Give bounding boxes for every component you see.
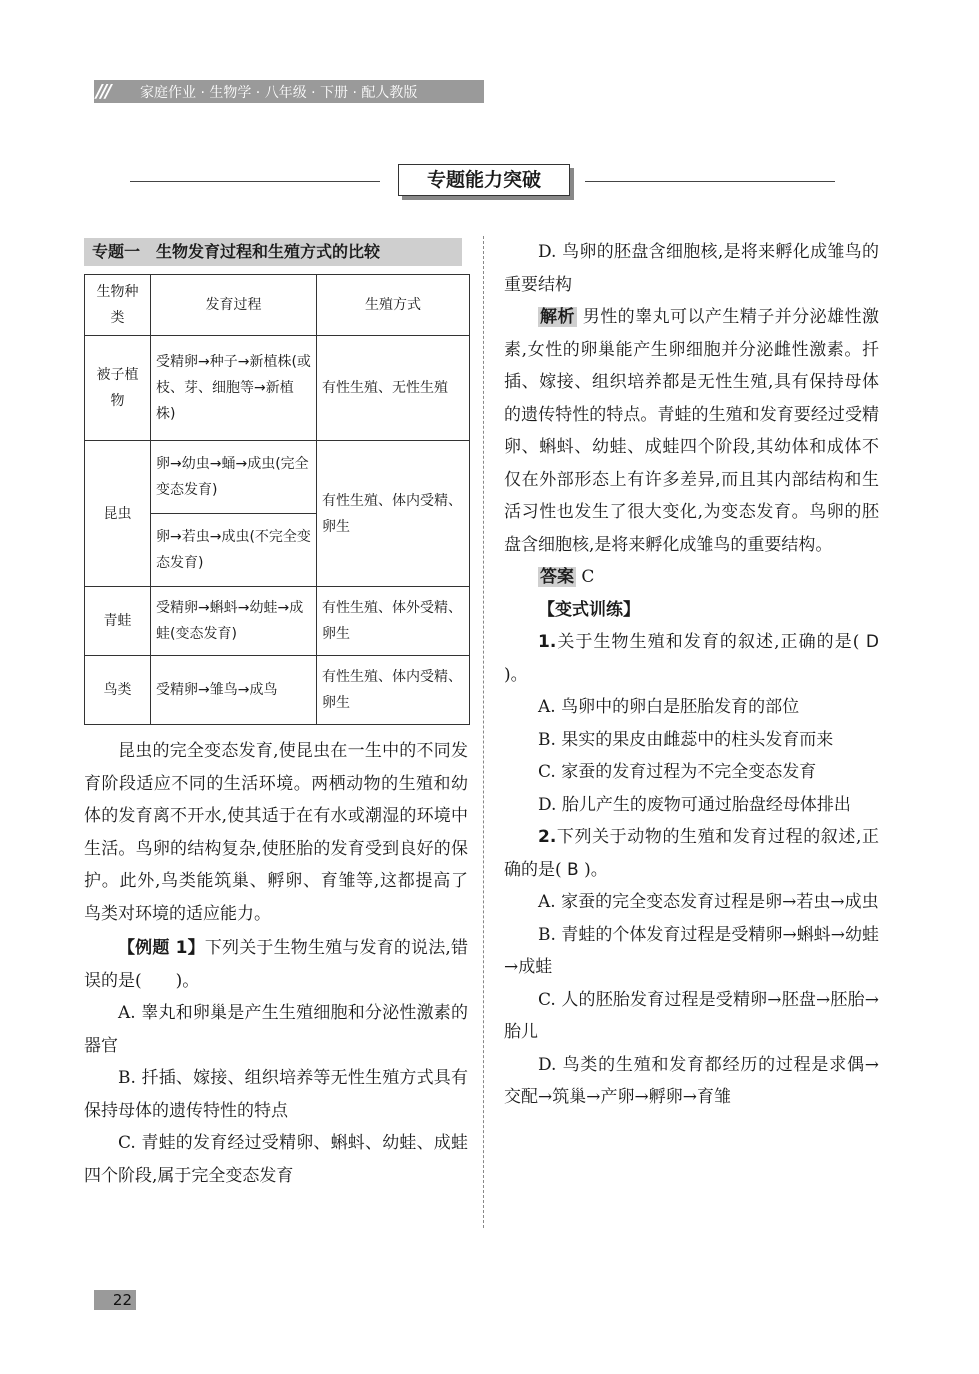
question-2-stem	[504, 821, 879, 886]
question-1-option-b: B. 果实的果皮由雌蕊中的柱头发育而来	[538, 729, 834, 750]
question-stem-post: )。	[584, 859, 608, 880]
question-2-option-d: D. 鸟类的生殖和发育都经历的过程是求偶→交配→筑巢→产卵→孵卵→育雏	[504, 1054, 879, 1107]
table-cell: 有性生殖、体外受精、卵生	[317, 587, 470, 656]
section-title-wrap	[130, 164, 835, 198]
table-cell: 青蛙	[85, 587, 151, 656]
topic-heading: 专题一 生物发育过程和生殖方式的比较	[84, 238, 462, 266]
table-row	[85, 587, 470, 656]
table-header-row	[85, 275, 470, 336]
question-1-option-d: D. 胎儿产生的废物可通过胎盘经母体排出	[538, 794, 851, 815]
summary-paragraph: 昆虫的完全变态发育,使昆虫在一生中的不同发育阶段适应不同的生活环境。两栖动物的生殖和幼体的发育离不开水,使其适于在有水或潮湿的环境中生活。鸟卵的结构复杂,使胚胎的发育受到良好的保护。此外,鸟类能筑巢、孵卵、育雏等,这都提高了鸟类对环境的适应能力。	[84, 741, 468, 924]
table-cell: 鸟类	[85, 656, 151, 725]
left-column	[84, 236, 468, 1192]
example-stem-text: 下列关于生物生殖与发育的说法,错误的是( )。	[84, 938, 469, 991]
answer-label: 答案	[540, 567, 574, 587]
question-2-option-a: A. 家蚕的完全变态发育过程是卵→若虫→成虫	[538, 892, 879, 912]
example-option-d: D. 鸟卵的胚盘含细胞核,是将来孵化成雏鸟的重要结构	[504, 242, 879, 295]
question-1-option-c: C. 家蚕的发育过程为不完全变态发育	[538, 762, 817, 782]
table-cell: 有性生殖、无性生殖	[317, 336, 470, 441]
header-series: 家庭作业 · 生物学 · 八年级 · 下册 · 配人教版	[140, 85, 418, 101]
table-cell: 昆虫	[85, 441, 151, 587]
slash-decoration-icon: ///	[96, 81, 110, 102]
example-option-c: C. 青蛙的发育经过受精卵、蝌蚪、幼蛙、成蛙四个阶段,属于完全变态发育	[84, 1133, 468, 1186]
example-option-a: A. 睾丸和卵巢是产生生殖细胞和分泌性激素的器官	[84, 1003, 468, 1056]
analysis-text: 男性的睾丸可以产生精子并分泌雄性激素,女性的卵巢能产生卵细胞并分泌雌性激素。扦插、嫁接、组织培养都是无性生殖,具有保持母体的遗传特性的特点。青蛙的生殖和发育要经过受精卵、蝌蚪、幼蛙、成蛙四个阶段,其幼体和成体不仅在外部形态上有许多差异,而且其内部结构和生活习性也发生了很大变化,为变态发育。鸟卵的胚盘含细胞核,是将来孵化成雏鸟的重要结构。	[504, 307, 880, 555]
example-stem	[84, 932, 468, 997]
example-label: 【例题 1】	[118, 938, 205, 958]
question-stem-post: )。	[504, 664, 528, 685]
table-cell: 被子植物	[85, 336, 151, 441]
table-cell: 卵→若虫→成虫(不完全变态发育)	[151, 514, 317, 587]
question-2-option-c: C. 人的胚胎发育过程是受精卵→胚盘→胚胎→胎儿	[504, 989, 879, 1042]
analysis-label: 解析	[540, 307, 575, 327]
table-cell: 卵→幼虫→蛹→成虫(完全变态发育)	[151, 441, 317, 514]
header-bar	[94, 80, 484, 103]
table-header-cell: 生殖方式	[317, 275, 470, 336]
table-cell: 受精卵→种子→新植株(或枝、芽、细胞等→新植株)	[151, 336, 317, 441]
table-cell: 受精卵→蝌蚪→幼蛙→成蛙(变态发育)	[151, 587, 317, 656]
page-number: 22	[94, 1290, 136, 1310]
question-stem-pre: 下列关于动物的生殖和发育过程的叙述,正确的是(	[504, 827, 879, 880]
summary-block	[84, 735, 468, 930]
table-row	[85, 336, 470, 441]
example-option-b: B. 扦插、嫁接、组织培养等无性生殖方式具有保持母体的遗传特性的特点	[84, 1068, 468, 1121]
question-1-stem	[504, 626, 879, 691]
question-1-option-a: A. 鸟卵中的卵白是胚胎发育的部位	[538, 697, 800, 717]
question-number: 2.	[538, 827, 557, 847]
question-stem-pre: 关于生物生殖和发育的叙述,正确的是(	[556, 632, 860, 652]
table-row	[85, 656, 470, 725]
question-answer: B	[561, 859, 585, 880]
question-2-option-b: B. 青蛙的个体发育过程是受精卵→蝌蚪→幼蛙→成蛙	[504, 924, 879, 977]
table-cell: 受精卵→雏鸟→成鸟	[151, 656, 317, 725]
variant-heading: 【变式训练】	[538, 599, 640, 620]
column-divider	[483, 236, 484, 1228]
table-header-cell: 发育过程	[151, 275, 317, 336]
answer-value: C	[581, 567, 595, 587]
table-header-cell: 生物种类	[85, 275, 151, 336]
analysis-paragraph	[504, 301, 879, 561]
section-title: 专题能力突破	[398, 164, 570, 196]
table-cell: 有性生殖、体内受精、卵生	[317, 656, 470, 725]
title-rule-right	[585, 181, 835, 182]
development-table	[84, 274, 470, 725]
right-column	[504, 236, 879, 1114]
table-cell: 有性生殖、体内受精、卵生	[317, 441, 470, 587]
title-rule-left	[130, 181, 380, 182]
question-number: 1.	[538, 632, 557, 652]
question-answer: D	[859, 632, 879, 652]
answer-line	[504, 561, 879, 594]
table-row	[85, 441, 470, 514]
